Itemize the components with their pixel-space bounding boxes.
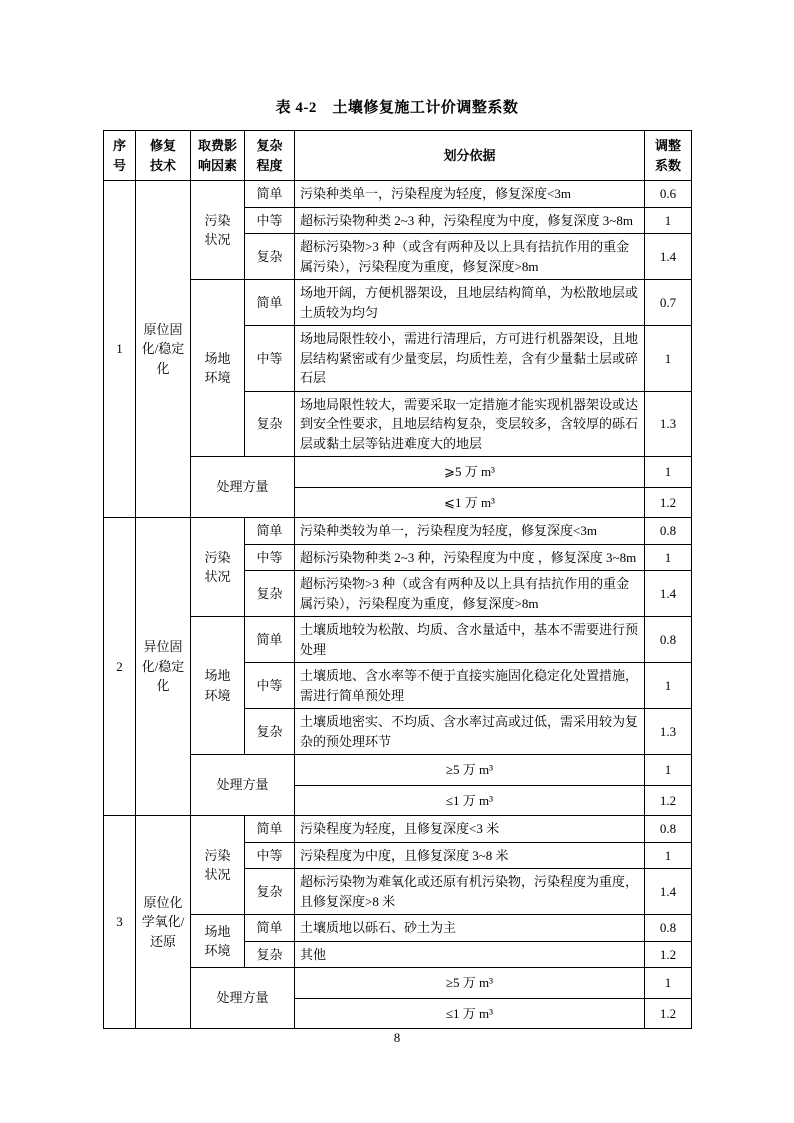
cell-index: 3 xyxy=(104,816,136,1029)
cell-coefficient: 0.8 xyxy=(645,915,692,942)
cell-coefficient: 1 xyxy=(645,207,692,234)
cell-coefficient: 1 xyxy=(645,457,692,488)
table-row xyxy=(104,617,692,663)
cell-complexity: 简单 xyxy=(245,816,295,843)
cell-coefficient: 0.6 xyxy=(645,181,692,208)
table-row xyxy=(104,816,692,843)
table-row xyxy=(104,915,692,942)
cell-basis: 场地局限性较大，需要采取一定措施才能实现机器架设或达到安全性要求，且地层结构复杂，变层较多，含较厚的砾石层或黏土层等钻进难度大的地层 xyxy=(295,391,645,457)
cell-coefficient: 1 xyxy=(645,663,692,709)
cell-technology: 原位固化/稳定化 xyxy=(136,181,191,518)
cell-basis: 场地局限性较小，需进行清理后，方可进行机器架设，且地层结构紧密或有少量变层，均质性差，含有少量黏土层或碎石层 xyxy=(295,326,645,392)
cell-complexity: 中等 xyxy=(245,207,295,234)
cell-coefficient: 1 xyxy=(645,755,692,786)
header-index: 序号 xyxy=(104,131,136,181)
cell-factor-pollution: 污染状况 xyxy=(191,518,245,617)
adjustment-coefficient-table xyxy=(103,130,692,1029)
cell-complexity: 中等 xyxy=(245,663,295,709)
table-row xyxy=(104,968,692,999)
cell-basis: ≤1 万 m³ xyxy=(295,785,645,816)
cell-coefficient: 1 xyxy=(645,842,692,869)
cell-coefficient: 1.2 xyxy=(645,941,692,968)
cell-technology: 异位固化/稳定化 xyxy=(136,518,191,816)
cell-coefficient: 1.3 xyxy=(645,709,692,755)
cell-technology: 原位化学氧化/还原 xyxy=(136,816,191,1029)
cell-coefficient: 0.8 xyxy=(645,617,692,663)
cell-basis: 土壤质地密实、不均质、含水率过高或过低，需采用较为复杂的预处理环节 xyxy=(295,709,645,755)
table-row xyxy=(104,518,692,545)
cell-index: 1 xyxy=(104,181,136,518)
header-basis: 划分依据 xyxy=(295,131,645,181)
cell-basis: ≤1 万 m³ xyxy=(295,998,645,1029)
cell-basis: 土壤质地、含水率等不便于直接实施固化稳定化处置措施，需进行简单预处理 xyxy=(295,663,645,709)
table-row xyxy=(104,181,692,208)
cell-coefficient: 1.2 xyxy=(645,998,692,1029)
cell-complexity: 中等 xyxy=(245,544,295,571)
page-number: 8 xyxy=(393,1030,401,1045)
cell-complexity: 中等 xyxy=(245,326,295,392)
cell-basis: 超标污染物种类 2~3 种，污染程度为中度 ，修复深度 3~8m xyxy=(295,544,645,571)
cell-complexity: 复杂 xyxy=(245,869,295,915)
table-row xyxy=(104,755,692,786)
cell-coefficient: 1 xyxy=(645,544,692,571)
cell-coefficient: 1.4 xyxy=(645,234,692,280)
cell-basis: 场地开阔，方便机器架设，且地层结构简单，为松散地层或土质较为均匀 xyxy=(295,280,645,326)
cell-coefficient: 1.4 xyxy=(645,571,692,617)
cell-complexity: 复杂 xyxy=(245,571,295,617)
header-complexity: 复杂程度 xyxy=(245,131,295,181)
table-container xyxy=(103,130,691,1029)
cell-complexity: 中等 xyxy=(245,842,295,869)
header-factor: 取费影响因素 xyxy=(191,131,245,181)
cell-complexity: 复杂 xyxy=(245,391,295,457)
cell-factor-site: 场地环境 xyxy=(191,915,245,968)
cell-coefficient: 1.2 xyxy=(645,487,692,518)
cell-basis: 超标污染物种类 2~3 种，污染程度为中度，修复深度 3~8m xyxy=(295,207,645,234)
cell-factor-volume: 处理方量 xyxy=(191,457,295,518)
cell-complexity: 简单 xyxy=(245,181,295,208)
cell-coefficient: 1 xyxy=(645,968,692,999)
cell-basis: ⩾5 万 m³ xyxy=(295,457,645,488)
cell-coefficient: 1 xyxy=(645,326,692,392)
cell-factor-volume: 处理方量 xyxy=(191,968,295,1029)
cell-basis: 土壤质地以砾石、砂土为主 xyxy=(295,915,645,942)
cell-basis: 超标污染物为难氧化或还原有机污染物，污染程度为重度，且修复深度>8 米 xyxy=(295,869,645,915)
cell-complexity: 复杂 xyxy=(245,941,295,968)
cell-basis: ≥5 万 m³ xyxy=(295,755,645,786)
cell-basis: 超标污染物>3 种（或含有两种及以上具有拮抗作用的重金属污染），污染程度为重度，修复深度>8m xyxy=(295,571,645,617)
cell-coefficient: 0.8 xyxy=(645,816,692,843)
cell-complexity: 简单 xyxy=(245,617,295,663)
cell-basis: 污染种类单一，污染程度为轻度，修复深度<3m xyxy=(295,181,645,208)
cell-complexity: 复杂 xyxy=(245,234,295,280)
table-row xyxy=(104,457,692,488)
header-technology: 修复技术 xyxy=(136,131,191,181)
table-header-row xyxy=(104,131,692,181)
cell-coefficient: 1.3 xyxy=(645,391,692,457)
cell-basis: 污染程度为中度，且修复深度 3~8 米 xyxy=(295,842,645,869)
cell-complexity: 简单 xyxy=(245,915,295,942)
header-coefficient: 调整系数 xyxy=(645,131,692,181)
cell-factor-site: 场地环境 xyxy=(191,280,245,457)
cell-basis: 污染程度为轻度，且修复深度<3 米 xyxy=(295,816,645,843)
cell-factor-pollution: 污染状况 xyxy=(191,181,245,280)
table-row xyxy=(104,280,692,326)
cell-index: 2 xyxy=(104,518,136,816)
cell-complexity: 复杂 xyxy=(245,709,295,755)
cell-factor-volume: 处理方量 xyxy=(191,755,295,816)
cell-complexity: 简单 xyxy=(245,518,295,545)
cell-basis: ⩽1 万 m³ xyxy=(295,487,645,518)
cell-basis: 污染种类较为单一，污染程度为轻度，修复深度<3m xyxy=(295,518,645,545)
cell-basis: 土壤质地较为松散、均质、含水量适中，基本不需要进行预处理 xyxy=(295,617,645,663)
cell-basis: ≥5 万 m³ xyxy=(295,968,645,999)
cell-coefficient: 0.8 xyxy=(645,518,692,545)
cell-factor-pollution: 污染状况 xyxy=(191,816,245,915)
cell-basis: 超标污染物>3 种（或含有两种及以上具有拮抗作用的重金属污染），污染程度为重度，修复深度>8m xyxy=(295,234,645,280)
cell-coefficient: 1.4 xyxy=(645,869,692,915)
cell-complexity: 简单 xyxy=(245,280,295,326)
cell-factor-site: 场地环境 xyxy=(191,617,245,755)
cell-coefficient: 0.7 xyxy=(645,280,692,326)
cell-basis: 其他 xyxy=(295,941,645,968)
cell-coefficient: 1.2 xyxy=(645,785,692,816)
table-title: 表 4-2 土壤修复施工计价调整系数 xyxy=(275,100,519,116)
